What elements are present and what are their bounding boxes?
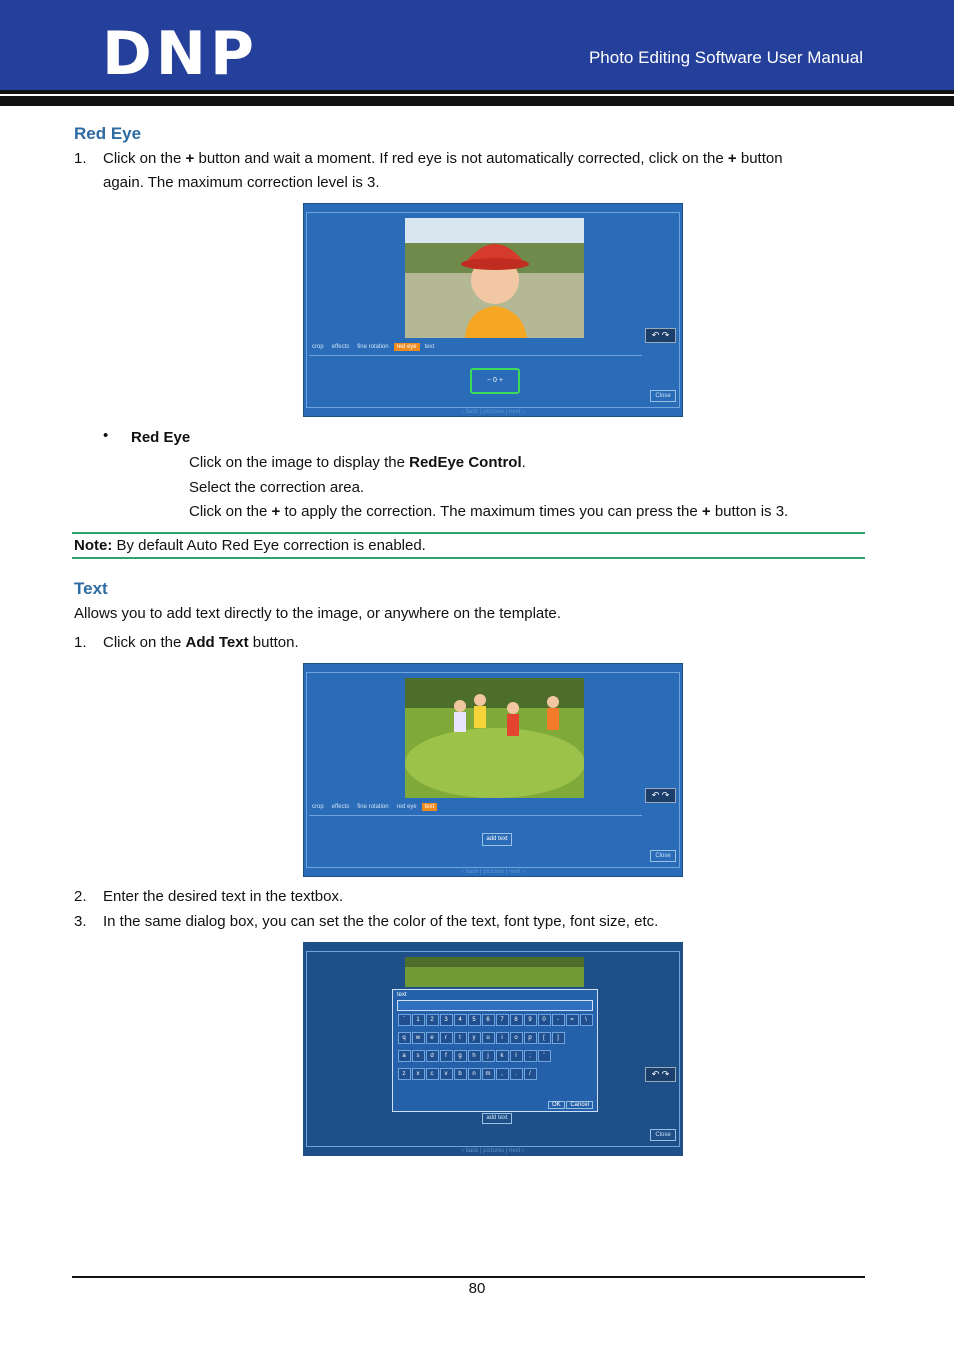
edit-tabs (309, 803, 642, 816)
key[interactable]: 9 (524, 1014, 537, 1026)
key[interactable]: e (426, 1032, 439, 1044)
photo-nav[interactable]: ‹ back | pictures | next › (461, 409, 525, 415)
key[interactable]: - (552, 1014, 565, 1026)
cancel-button[interactable]: Cancel (566, 1101, 593, 1109)
key[interactable]: a (398, 1050, 411, 1062)
key[interactable]: / (524, 1068, 537, 1080)
red-eye-line1: Click on the image to display the RedEye Control. (189, 454, 526, 471)
key[interactable]: 3 (440, 1014, 453, 1026)
step-number: 2. (74, 888, 87, 905)
close-button[interactable]: Close (650, 390, 676, 402)
key[interactable]: 6 (482, 1014, 495, 1026)
bullet-dot: • (103, 427, 109, 444)
key[interactable]: j (482, 1050, 495, 1062)
red-eye-line2: Select the correction area. (189, 479, 365, 496)
tab-crop[interactable]: crop (312, 804, 324, 810)
step-number: 1. (74, 634, 87, 651)
key[interactable]: v (440, 1068, 453, 1080)
keyboard-row (397, 1067, 593, 1085)
key[interactable]: g (454, 1050, 467, 1062)
ok-button[interactable]: OK (548, 1101, 565, 1109)
red-eye-screenshot (303, 203, 683, 417)
tab-text[interactable]: text (422, 803, 438, 811)
add-text-button[interactable]: add text (482, 833, 512, 846)
key[interactable]: s (412, 1050, 425, 1062)
key[interactable]: b (454, 1068, 467, 1080)
tab-effects[interactable]: effects (331, 804, 350, 810)
text-input[interactable] (397, 1000, 593, 1011)
key[interactable]: \ (580, 1014, 593, 1026)
key[interactable]: o (510, 1032, 523, 1044)
tab-effects[interactable]: effects (331, 344, 350, 350)
key[interactable]: f (440, 1050, 453, 1062)
key[interactable]: k (496, 1050, 509, 1062)
rotate-buttons[interactable]: ↶ ↷ (645, 328, 676, 343)
text-keyboard-screenshot (303, 942, 683, 1156)
photo-nav[interactable]: ‹ back | pictures | next › (461, 1148, 525, 1154)
tab-fine-rotation[interactable]: fine rotation (357, 344, 389, 350)
boy-photo (405, 218, 584, 338)
key[interactable]: l (510, 1050, 523, 1062)
key[interactable]: [ (538, 1032, 551, 1044)
red-eye-heading: Red Eye (74, 124, 142, 143)
keyboard-row (397, 1013, 593, 1031)
key[interactable]: . (510, 1068, 523, 1080)
key[interactable]: w (412, 1032, 425, 1044)
keyboard-row (397, 1031, 593, 1049)
text-heading: Text (74, 579, 108, 598)
keyboard-row (397, 1049, 593, 1067)
tab-red-eye[interactable]: red eye (396, 804, 417, 810)
tab-text[interactable]: text (424, 344, 435, 350)
keyboard (393, 1011, 597, 1087)
step-number: 3. (74, 913, 87, 930)
manual-title: Photo Editing Software User Manual (588, 48, 863, 67)
text-intro: Allows you to add text directly to the image, or anywhere on the template. (74, 605, 561, 622)
rotate-buttons[interactable]: ↶ ↷ (645, 1067, 676, 1082)
key[interactable]: ` (398, 1014, 411, 1026)
header-rule-thick (0, 96, 954, 106)
page-number: 80 (468, 1280, 486, 1297)
key[interactable]: y (468, 1032, 481, 1044)
dnp-logo: DNP (102, 19, 258, 89)
key[interactable]: x (412, 1068, 425, 1080)
text-step2: Enter the desired text in the textbox. (103, 888, 344, 905)
key[interactable]: , (496, 1068, 509, 1080)
tab-fine-rotation[interactable]: fine rotation (357, 804, 389, 810)
edit-tabs (309, 343, 642, 356)
key[interactable]: z (398, 1068, 411, 1080)
key[interactable]: 8 (510, 1014, 523, 1026)
key[interactable]: i (496, 1032, 509, 1044)
text-tab-screenshot (303, 663, 683, 877)
redeye-control[interactable]: − 0 + (470, 368, 520, 394)
kids-photo-partial (405, 957, 584, 987)
text-step1: Click on the Add Text button. (103, 634, 299, 651)
close-button[interactable]: Close (650, 1129, 676, 1141)
bullet-red-eye: Red Eye (131, 429, 191, 446)
page-header (0, 0, 954, 90)
key[interactable]: ' (538, 1050, 551, 1062)
photo-nav[interactable]: ‹ back | pictures | next › (461, 869, 525, 875)
rotate-buttons[interactable]: ↶ ↷ (645, 788, 676, 803)
key[interactable]: 4 (454, 1014, 467, 1026)
key[interactable]: 0 (538, 1014, 551, 1026)
key[interactable]: t (454, 1032, 467, 1044)
key[interactable]: h (468, 1050, 481, 1062)
add-text-button[interactable]: add text (482, 1113, 512, 1124)
key[interactable]: 1 (412, 1014, 425, 1026)
close-button[interactable]: Close (650, 850, 676, 862)
red-eye-line3: Click on the + to apply the correction. The maximum times you can press the + button is 3. (189, 503, 789, 520)
header-rule-thin (0, 90, 954, 94)
text-dialog (392, 989, 598, 1112)
key[interactable]: c (426, 1068, 439, 1080)
key[interactable]: = (566, 1014, 579, 1026)
kids-photo (405, 678, 584, 798)
key[interactable]: 2 (426, 1014, 439, 1026)
key[interactable]: n (468, 1068, 481, 1080)
key[interactable]: 5 (468, 1014, 481, 1026)
footer-rule (72, 1276, 865, 1278)
key[interactable]: d (426, 1050, 439, 1062)
key[interactable]: p (524, 1032, 537, 1044)
key[interactable]: m (482, 1068, 495, 1080)
text-dialog-title: text (397, 992, 407, 998)
text-step3: In the same dialog box, you can set the the color of the text, font type, font size, etc. (103, 913, 659, 930)
key[interactable]: ] (552, 1032, 565, 1044)
tab-red-eye[interactable]: red eye (394, 343, 420, 351)
key[interactable]: r (440, 1032, 453, 1044)
step-number: 1. (74, 150, 87, 167)
key[interactable]: u (482, 1032, 495, 1044)
key[interactable]: q (398, 1032, 411, 1044)
key[interactable]: 7 (496, 1014, 509, 1026)
key[interactable]: ; (524, 1050, 537, 1062)
red-eye-step1: Click on the + button and wait a moment. If red eye is not automatically corrected, click on the + button again. The maximum correction level is 3. (103, 150, 783, 191)
note-box: Note: By default Auto Red Eye correction is enabled. (72, 532, 865, 559)
tab-crop[interactable]: crop (312, 344, 324, 350)
